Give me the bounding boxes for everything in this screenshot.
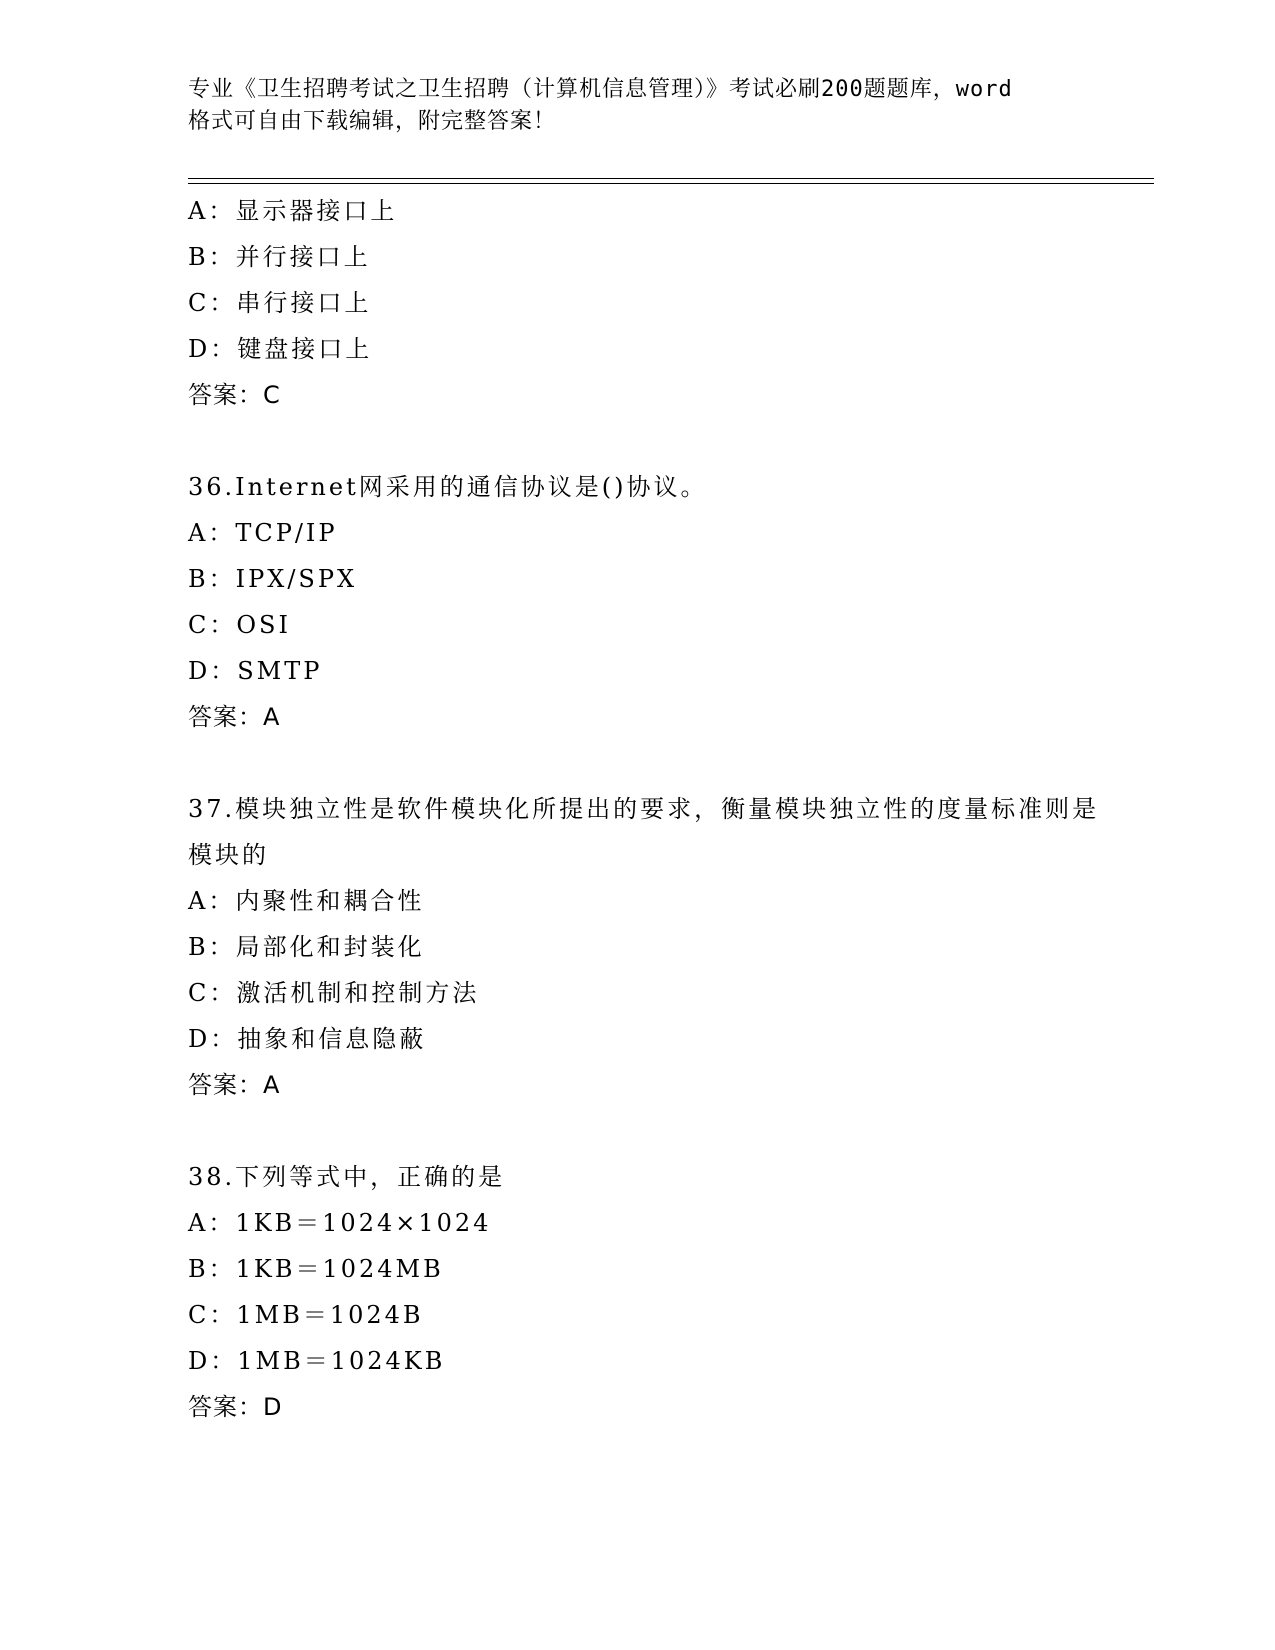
question-35 [188, 188, 1118, 418]
option-a: A：1KB＝1024×1024 [188, 1209, 492, 1237]
answer-line: 答案：C [188, 381, 281, 409]
option-c: C：串行接口上 [188, 289, 372, 317]
option-d: D：SMTP [188, 657, 323, 685]
option-a: A：显示器接口上 [188, 197, 398, 225]
document-header [188, 74, 1088, 138]
question-36 [188, 464, 1118, 740]
option-d: D：1MB＝1024KB [188, 1347, 446, 1375]
spacer [188, 740, 1118, 786]
question-stem: 37.模块独立性是软件模块化所提出的要求，衡量模块独立性的度量标准则是模块的 [188, 795, 1100, 869]
option-a: A：内聚性和耦合性 [188, 887, 425, 915]
option-a: A：TCP/IP [188, 519, 338, 547]
option-d: D：抽象和信息隐蔽 [188, 1025, 427, 1053]
option-c: C：1MB＝1024B [188, 1301, 424, 1329]
option-c: C：激活机制和控制方法 [188, 979, 480, 1007]
question-stem: 38.下列等式中，正确的是 [188, 1163, 506, 1191]
spacer [188, 418, 1118, 464]
answer-line: 答案：A [188, 703, 281, 731]
question-37 [188, 786, 1118, 1108]
option-b: B：IPX/SPX [188, 565, 358, 593]
header-line-2: 格式可自由下载编辑，附完整答案！ [188, 109, 557, 134]
answer-line: 答案：A [188, 1071, 281, 1099]
header-divider-top [188, 178, 1154, 179]
header-line-1: 专业《卫生招聘考试之卫生招聘（计算机信息管理）》考试必刷200题题库，word [188, 77, 1013, 102]
option-b: B：局部化和封装化 [188, 933, 425, 961]
question-38 [188, 1154, 1118, 1430]
spacer [188, 1108, 1118, 1154]
option-b: B：并行接口上 [188, 243, 371, 271]
question-stem: 36.Internet网采用的通信协议是()协议。 [188, 473, 708, 501]
option-c: C：OSI [188, 611, 291, 639]
option-d: D：键盘接口上 [188, 335, 373, 363]
option-b: B：1KB＝1024MB [188, 1255, 444, 1283]
header-divider-bottom [188, 183, 1154, 184]
answer-line: 答案：D [188, 1393, 283, 1421]
question-list [188, 188, 1118, 1430]
